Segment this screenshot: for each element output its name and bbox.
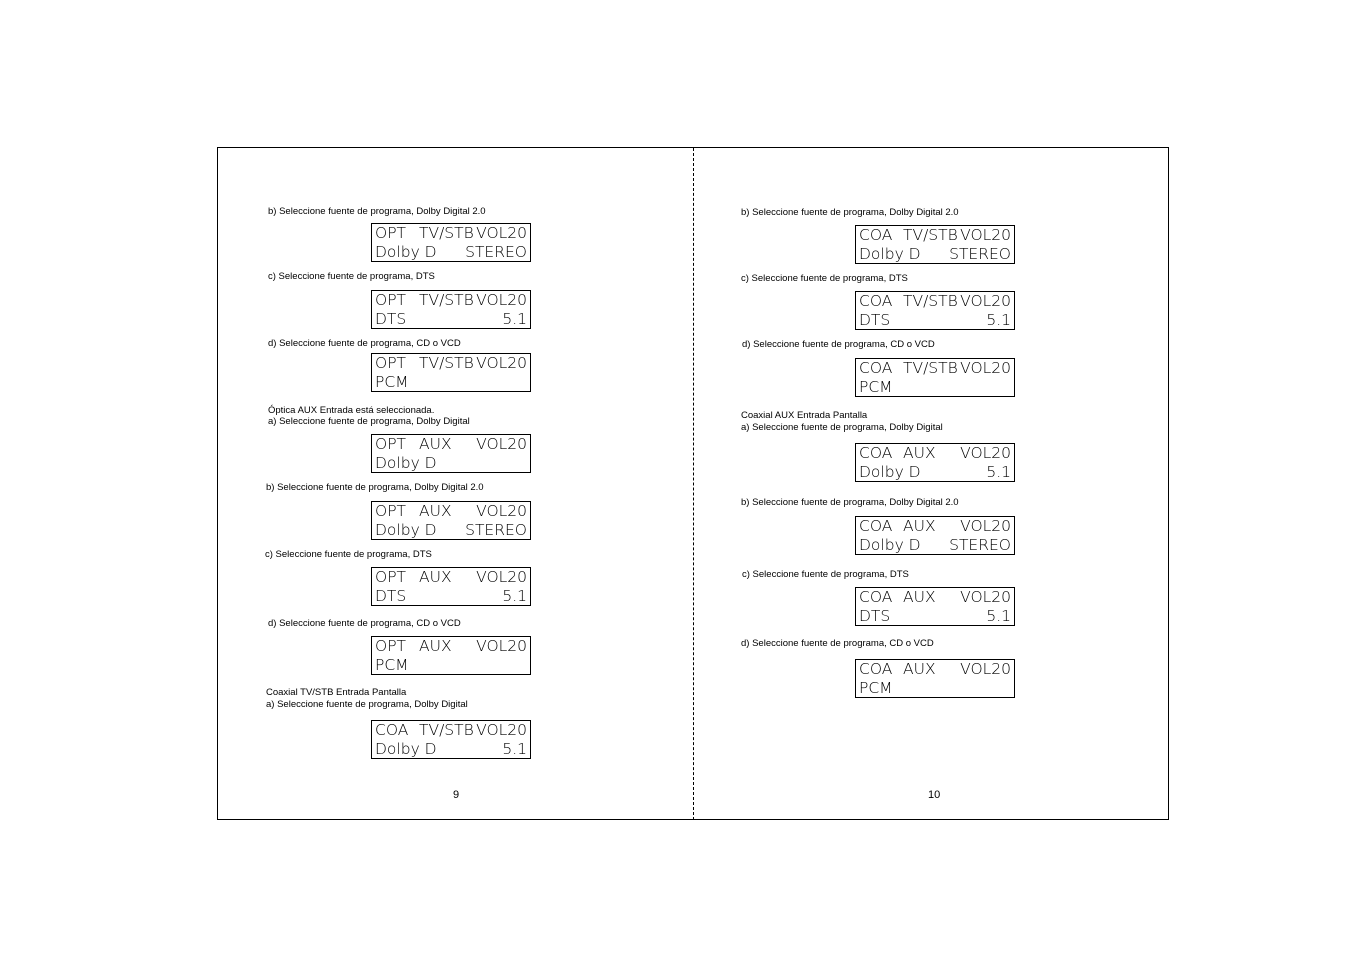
lcd-input-mode: AUX [903,517,936,535]
lcd-input-source: COA [859,588,893,606]
lcd-row-bottom [859,311,1011,330]
lcd-input-source: OPT [375,354,407,372]
right-caption: b) Seleccione fuente de programa, Dolby Digital 2.0 [741,207,959,218]
lcd-input-source: COA [859,226,893,244]
lcd-input-source: COA [859,660,893,678]
lcd-channel-mode: 5.1 [986,607,1011,625]
lcd-input-source: OPT [375,568,407,586]
lcd-volume: VOL20 [476,224,527,242]
lcd-input-mode: TV/STB [903,359,958,377]
lcd-input-mode: AUX [903,444,936,462]
lcd-row-bottom [859,245,1011,264]
lcd-row-top [375,435,527,454]
lcd-input-source: OPT [375,637,407,655]
left-lcd-display [371,720,531,759]
lcd-channel-mode: 5.1 [986,311,1011,329]
left-lcd-display [371,501,531,540]
left-caption: d) Seleccione fuente de programa, CD o VCD [268,338,461,349]
lcd-channel-mode: STEREO [465,243,527,261]
lcd-volume: VOL20 [476,354,527,372]
lcd-row-top [859,444,1011,463]
left-caption: a) Seleccione fuente de programa, Dolby Digital [266,699,468,710]
right-caption: a) Seleccione fuente de programa, Dolby Digital [741,422,943,433]
left-caption: b) Seleccione fuente de programa, Dolby Digital 2.0 [266,482,484,493]
lcd-audio-format: PCM [375,373,409,391]
right-caption: b) Seleccione fuente de programa, Dolby Digital 2.0 [741,497,959,508]
lcd-input-source: OPT [375,291,407,309]
lcd-input-mode: AUX [419,568,452,586]
lcd-input-mode: AUX [903,588,936,606]
lcd-audio-format: Dolby D [859,463,921,481]
lcd-channel-mode: STEREO [949,536,1011,554]
lcd-volume: VOL20 [476,502,527,520]
lcd-row-bottom [859,463,1011,482]
lcd-input-source: COA [859,517,893,535]
lcd-audio-format: Dolby D [375,740,437,758]
lcd-row-bottom [375,656,527,675]
lcd-audio-format: Dolby D [375,243,437,261]
lcd-audio-format: DTS [375,310,407,328]
lcd-volume: VOL20 [476,291,527,309]
lcd-channel-mode: STEREO [949,245,1011,263]
lcd-row-top [375,721,527,740]
lcd-input-mode: TV/STB [903,226,958,244]
lcd-input-mode: TV/STB [419,224,474,242]
lcd-volume: VOL20 [960,660,1011,678]
lcd-input-source: OPT [375,502,407,520]
lcd-input-mode: TV/STB [419,354,474,372]
lcd-row-top [375,637,527,656]
lcd-row-top [859,660,1011,679]
lcd-input-mode: AUX [419,435,452,453]
left-lcd-display [371,290,531,329]
lcd-row-top [859,359,1011,378]
lcd-input-mode: AUX [419,637,452,655]
lcd-audio-format: Dolby D [375,454,437,472]
lcd-row-bottom [859,679,1011,698]
lcd-row-top [375,291,527,310]
lcd-volume: VOL20 [476,637,527,655]
left-lcd-display [371,223,531,262]
right-caption: d) Seleccione fuente de programa, CD o VCD [741,638,934,649]
right-lcd-display [855,443,1015,482]
left-caption: a) Seleccione fuente de programa, Dolby Digital [268,416,470,427]
lcd-channel-mode: 5.1 [502,587,527,605]
lcd-audio-format: PCM [375,656,409,674]
left-lcd-display [371,567,531,606]
lcd-audio-format: DTS [859,311,891,329]
lcd-input-source: COA [859,444,893,462]
left-lcd-display [371,353,531,392]
page-number-left: 9 [453,789,460,801]
right-caption: d) Seleccione fuente de programa, CD o VCD [742,339,935,350]
right-caption: Coaxial AUX Entrada Pantalla [741,410,868,421]
left-caption: c) Seleccione fuente de programa, DTS [268,271,435,282]
lcd-input-mode: AUX [419,502,452,520]
lcd-row-bottom [375,740,527,759]
lcd-row-bottom [375,310,527,329]
lcd-input-mode: TV/STB [903,292,958,310]
lcd-input-mode: TV/STB [419,291,474,309]
lcd-audio-format: PCM [859,378,893,396]
lcd-volume: VOL20 [476,721,527,739]
left-lcd-display [371,434,531,473]
lcd-row-bottom [859,536,1011,555]
lcd-audio-format: Dolby D [375,521,437,539]
lcd-audio-format: Dolby D [859,245,921,263]
lcd-input-source: COA [375,721,409,739]
lcd-channel-mode: 5.1 [502,740,527,758]
lcd-input-mode: TV/STB [419,721,474,739]
lcd-channel-mode: 5.1 [986,463,1011,481]
lcd-channel-mode: STEREO [465,521,527,539]
right-lcd-display [855,225,1015,264]
right-lcd-display [855,516,1015,555]
lcd-channel-mode: 5.1 [502,310,527,328]
right-caption: c) Seleccione fuente de programa, DTS [742,569,909,580]
left-caption: Óptica AUX Entrada está seleccionada. [268,405,435,416]
lcd-row-bottom [375,587,527,606]
right-lcd-display [855,291,1015,330]
page-fold-divider [693,148,694,820]
lcd-volume: VOL20 [960,226,1011,244]
lcd-row-top [859,588,1011,607]
lcd-audio-format: Dolby D [859,536,921,554]
right-lcd-display [855,587,1015,626]
lcd-audio-format: PCM [859,679,893,697]
lcd-volume: VOL20 [476,568,527,586]
left-lcd-display [371,636,531,675]
lcd-row-top [859,517,1011,536]
lcd-row-top [859,292,1011,311]
lcd-row-top [375,502,527,521]
right-lcd-display [855,358,1015,397]
lcd-row-bottom [375,243,527,262]
right-lcd-display [855,659,1015,698]
lcd-row-top [859,226,1011,245]
lcd-row-bottom [859,607,1011,626]
lcd-row-bottom [375,454,527,473]
lcd-row-bottom [375,521,527,540]
lcd-audio-format: DTS [859,607,891,625]
left-caption: d) Seleccione fuente de programa, CD o VCD [268,618,461,629]
lcd-volume: VOL20 [476,435,527,453]
lcd-row-top [375,568,527,587]
lcd-volume: VOL20 [960,444,1011,462]
left-caption: Coaxial TV/STB Entrada Pantalla [266,687,407,698]
lcd-input-source: COA [859,292,893,310]
lcd-volume: VOL20 [960,517,1011,535]
lcd-row-bottom [375,373,527,392]
lcd-input-source: OPT [375,224,407,242]
lcd-volume: VOL20 [960,588,1011,606]
lcd-row-top [375,354,527,373]
lcd-input-source: OPT [375,435,407,453]
lcd-input-mode: AUX [903,660,936,678]
lcd-volume: VOL20 [960,359,1011,377]
lcd-audio-format: DTS [375,587,407,605]
page-number-right: 10 [928,789,941,801]
left-caption: c) Seleccione fuente de programa, DTS [265,549,432,560]
lcd-row-top [375,224,527,243]
right-caption: c) Seleccione fuente de programa, DTS [741,273,908,284]
lcd-row-bottom [859,378,1011,397]
left-caption: b) Seleccione fuente de programa, Dolby Digital 2.0 [268,206,486,217]
lcd-volume: VOL20 [960,292,1011,310]
lcd-input-source: COA [859,359,893,377]
